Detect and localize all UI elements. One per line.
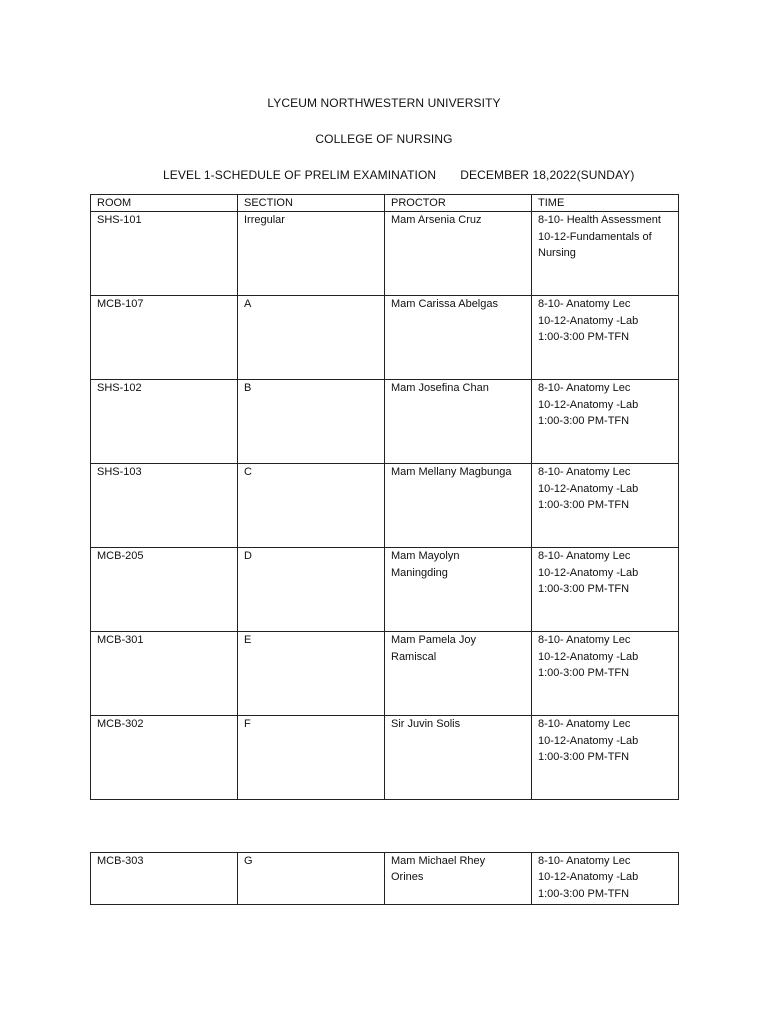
section-cell: F [238, 716, 385, 800]
time-line: 1:00-3:00 PM-TFN [538, 751, 630, 764]
time-line: 8-10- Anatomy Lec [538, 550, 631, 563]
header-room: ROOM [91, 195, 238, 212]
section-cell: E [238, 632, 385, 716]
section-cell: G [238, 853, 385, 905]
time-line: 1:00-3:00 PM-TFN [538, 415, 630, 428]
section-cell: D [238, 548, 385, 632]
time-line: 1:00-3:00 PM-TFN [538, 667, 630, 680]
time-cell [532, 296, 679, 380]
time-line: 10-12-Anatomy -Lab [538, 734, 639, 747]
time-line: 8-10- Anatomy Lec [538, 466, 631, 479]
room-cell: SHS-102 [91, 380, 238, 464]
table-row [91, 464, 679, 548]
time-line: 8-10- Anatomy Lec [538, 718, 631, 731]
proctor-cell: Mam Arsenia Cruz [385, 212, 532, 296]
time-cell [532, 464, 679, 548]
proctor-line: Mam Michael Rhey [391, 855, 486, 867]
proctor-cell [385, 632, 532, 716]
time-line: 1:00-3:00 PM-TFN [538, 583, 630, 596]
proctor-line: Ramiscal [391, 650, 437, 663]
section-cell: A [238, 296, 385, 380]
room-cell: MCB-302 [91, 716, 238, 800]
time-cell [532, 853, 679, 905]
proctor-cell: Mam Mellany Magbunga [385, 464, 532, 548]
table-row [91, 548, 679, 632]
university-title: LYCEUM NORTHWESTERN UNIVERSITY [267, 96, 501, 110]
room-cell: MCB-205 [91, 548, 238, 632]
proctor-line: Orines [391, 871, 424, 884]
table-row [91, 380, 679, 464]
time-line: 10-12-Anatomy -Lab [538, 482, 639, 495]
time-line: 10-12-Anatomy -Lab [538, 314, 639, 327]
proctor-cell: Sir Juvin Solis [385, 716, 532, 800]
time-cell [532, 212, 679, 296]
time-line: 10-12-Fundamentals of Nursing [538, 230, 652, 260]
time-line: 8-10- Anatomy Lec [538, 634, 631, 647]
room-cell: MCB-301 [91, 632, 238, 716]
table-row [91, 296, 679, 380]
proctor-cell: Mam Josefina Chan [385, 380, 532, 464]
proctor-cell: Mam Carissa Abelgas [385, 296, 532, 380]
schedule-table-continued [90, 852, 679, 905]
time-line: 1:00-3:00 PM-TFN [538, 887, 630, 900]
section-cell: B [238, 380, 385, 464]
time-line: 10-12-Anatomy -Lab [538, 398, 639, 411]
table-row [91, 632, 679, 716]
time-cell [532, 380, 679, 464]
college-title: COLLEGE OF NURSING [315, 132, 453, 146]
table-row [91, 716, 679, 800]
room-cell: MCB-303 [91, 853, 238, 905]
time-cell [532, 716, 679, 800]
schedule-title: LEVEL 1-SCHEDULE OF PRELIM EXAMINATION [163, 168, 437, 182]
room-cell: SHS-103 [91, 464, 238, 548]
room-cell: MCB-107 [91, 296, 238, 380]
table-row [91, 853, 679, 905]
proctor-cell [385, 548, 532, 632]
time-line: 1:00-3:00 PM-TFN [538, 331, 630, 344]
section-cell: Irregular [238, 212, 385, 296]
header-proctor: PROCTOR [385, 195, 532, 212]
time-line: 1:00-3:00 PM-TFN [538, 499, 630, 512]
header-section: SECTION [238, 195, 385, 212]
header-time: TIME [532, 195, 679, 212]
room-cell: SHS-101 [91, 212, 238, 296]
time-line: 8-10- Anatomy Lec [538, 382, 631, 395]
time-cell [532, 548, 679, 632]
time-line: 10-12-Anatomy -Lab [538, 650, 639, 663]
schedule-heading [163, 168, 663, 182]
time-line: 8-10- Health Assessment [538, 214, 661, 227]
time-line: 8-10- Anatomy Lec [538, 855, 631, 867]
time-line: 10-12-Anatomy -Lab [538, 871, 639, 884]
table-row [91, 212, 679, 296]
section-cell: C [238, 464, 385, 548]
exam-date: DECEMBER 18,2022(SUNDAY) [460, 168, 635, 182]
proctor-line: Mam Mayolyn [391, 550, 460, 563]
proctor-line: Mam Pamela Joy [391, 634, 476, 647]
time-line: 10-12-Anatomy -Lab [538, 566, 639, 579]
time-line: 8-10- Anatomy Lec [538, 298, 631, 311]
proctor-cell [385, 853, 532, 905]
time-cell [532, 632, 679, 716]
schedule-table [90, 194, 679, 800]
proctor-line: Maningding [391, 566, 448, 579]
table-header-row [91, 195, 679, 212]
